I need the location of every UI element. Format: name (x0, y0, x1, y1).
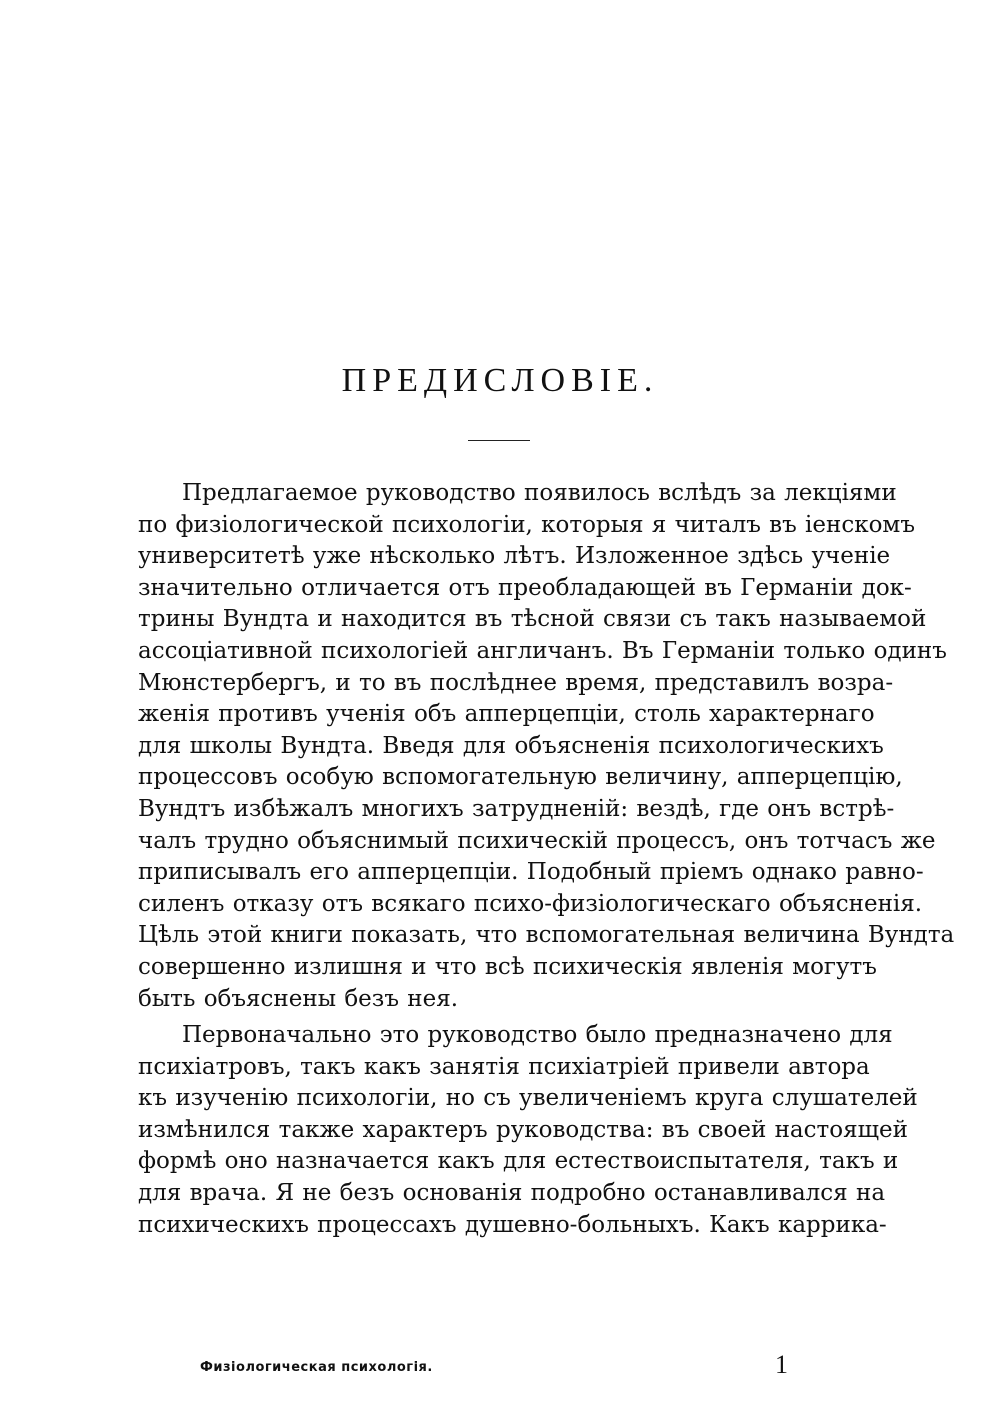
text-line: Цѣль этой книги показать, что вспомогательная величина Вундта (138, 922, 955, 949)
text-line: для врача. Я не безъ основанія подробно останавливался на (138, 1180, 886, 1207)
text-line: ассоціативной психологіей англичанъ. Въ Германіи только одинъ (138, 637, 947, 664)
text-line: Предлагаемое руководство появилось вслѣдъ за лекціями (182, 480, 897, 506)
paragraph-2 (138, 1020, 918, 1241)
text-line: измѣнился также характеръ руководства: въ своей настоящей (138, 1116, 908, 1143)
text-line: женія противъ ученія объ апперцепціи, столь характернаго (138, 701, 875, 728)
text-line: процессовъ особую вспомогательную величину, апперцепцію, (138, 764, 903, 791)
text-line: силенъ отказу отъ всякаго психо-физіологическаго объясненія. (138, 890, 923, 917)
text-line: быть объяснены безъ нея. (138, 985, 459, 1012)
text-line: приписывалъ его апперцепціи. Подобный пріемъ однако равно- (138, 859, 924, 886)
text-line: для школы Вундта. Введя для объясненія психологическихъ (138, 732, 884, 759)
text-line: значительно отличается отъ преобладающей въ Германіи док- (138, 574, 912, 601)
text-line: по физіологической психологіи, которыя я читалъ въ іенскомъ (138, 511, 915, 538)
text-line: къ изученію психологіи, но съ увеличеніемъ круга слушателей (138, 1085, 918, 1112)
title-divider (468, 440, 530, 441)
text-line: чалъ трудно объяснимый психическій процессъ, онъ тотчасъ же (138, 827, 936, 854)
footer-signature: Физіологическая психологія. (200, 1360, 433, 1375)
text-line: психическихъ процессахъ душевно-больныхъ. Какъ каррика- (138, 1211, 887, 1238)
text-line: совершенно излишня и что всѣ психическія явленія могутъ (138, 953, 877, 980)
page-title: ПРЕДИСЛОВІЕ. (341, 362, 659, 399)
text-line: трины Вундта и находится въ тѣсной связи съ такъ называемой (138, 606, 927, 633)
body-text (138, 478, 955, 1241)
text-line: Первоначально это руководство было предназначено для (182, 1022, 893, 1049)
text-line: формѣ оно назначается какъ для естествоиспытателя, такъ и (138, 1148, 899, 1175)
paragraph-1 (138, 478, 955, 1015)
text-line: психіатровъ, такъ какъ занятія психіатріей привели автора (138, 1053, 870, 1080)
text-line: Мюнстербергъ, и то въ послѣднее время, представилъ возра- (138, 669, 894, 696)
page-number: 1 (775, 1350, 788, 1379)
text-line: университетѣ уже нѣсколько лѣтъ. Изложенное здѣсь ученіе (138, 543, 891, 570)
text-line: Вундтъ избѣжалъ многихъ затрудненій: вездѣ, где онъ встрѣ- (138, 795, 895, 822)
